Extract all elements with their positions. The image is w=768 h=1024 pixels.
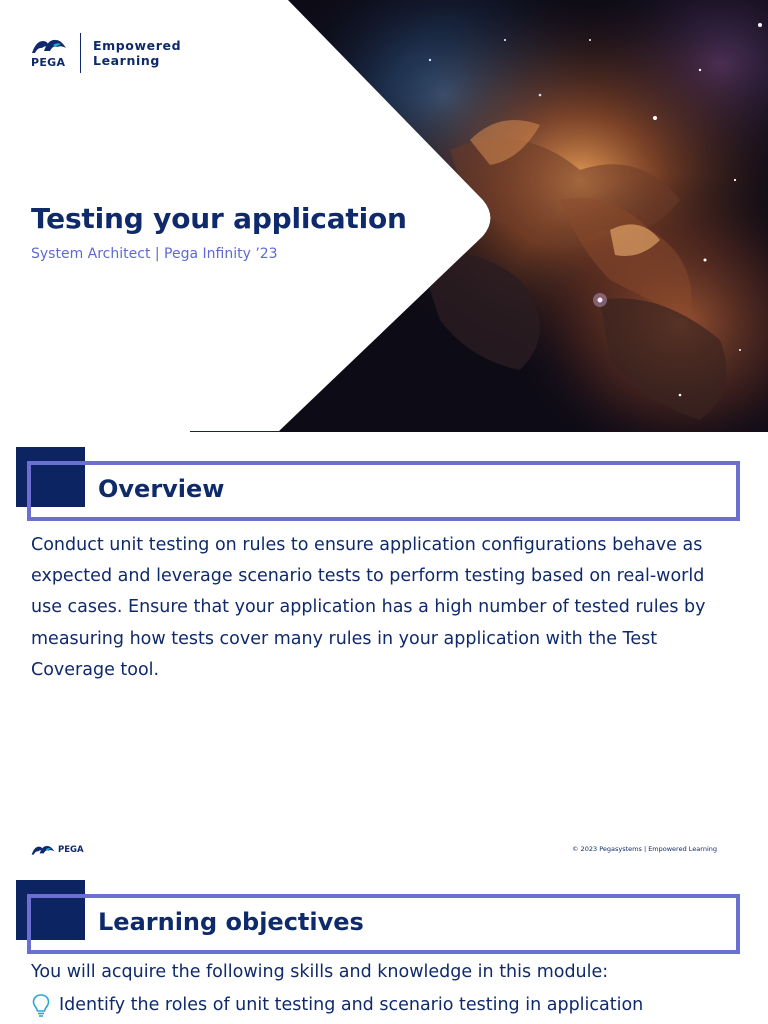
pega-brand [31, 33, 181, 73]
objective-text: Identify the roles of unit testing and scenario testing in application [59, 995, 644, 1015]
lightbulb-icon [31, 993, 51, 1017]
pega-logo [31, 37, 67, 69]
pega-wave-icon [31, 844, 55, 856]
pega-wave-icon [31, 37, 67, 55]
tagline-line2: Learning [93, 53, 160, 68]
cover-slide [0, 0, 768, 432]
brand-tagline [93, 38, 181, 68]
footer-pega-logo [31, 844, 84, 856]
cover-title: Testing your application [31, 202, 407, 235]
overview-heading: Overview [98, 475, 225, 503]
brand-divider [80, 33, 81, 73]
overview-body: Conduct unit testing on rules to ensure application configurations behave as expected and leverage scenario tests to perform testing based on real-world use cases. Ensure that your application has a high number of tested rules by measuring how tests cover many rules in your application with the Test Coverage tool. [31, 535, 706, 680]
objectives-intro: You will acquire the following skills and knowledge in this module: [31, 962, 609, 982]
objectives-heading: Learning objectives [98, 908, 364, 936]
footer-wordmark: PEGA [58, 845, 84, 855]
cover-divider [190, 431, 280, 432]
tagline-line1: Empowered [93, 38, 182, 53]
objective-item [31, 993, 643, 1017]
footer-copyright: © 2023 Pegasystems | Empowered Learning [572, 845, 717, 853]
brand-wordmark: PEGA [31, 56, 66, 69]
cover-subtitle: System Architect | Pega Infinity ’23 [31, 246, 278, 262]
